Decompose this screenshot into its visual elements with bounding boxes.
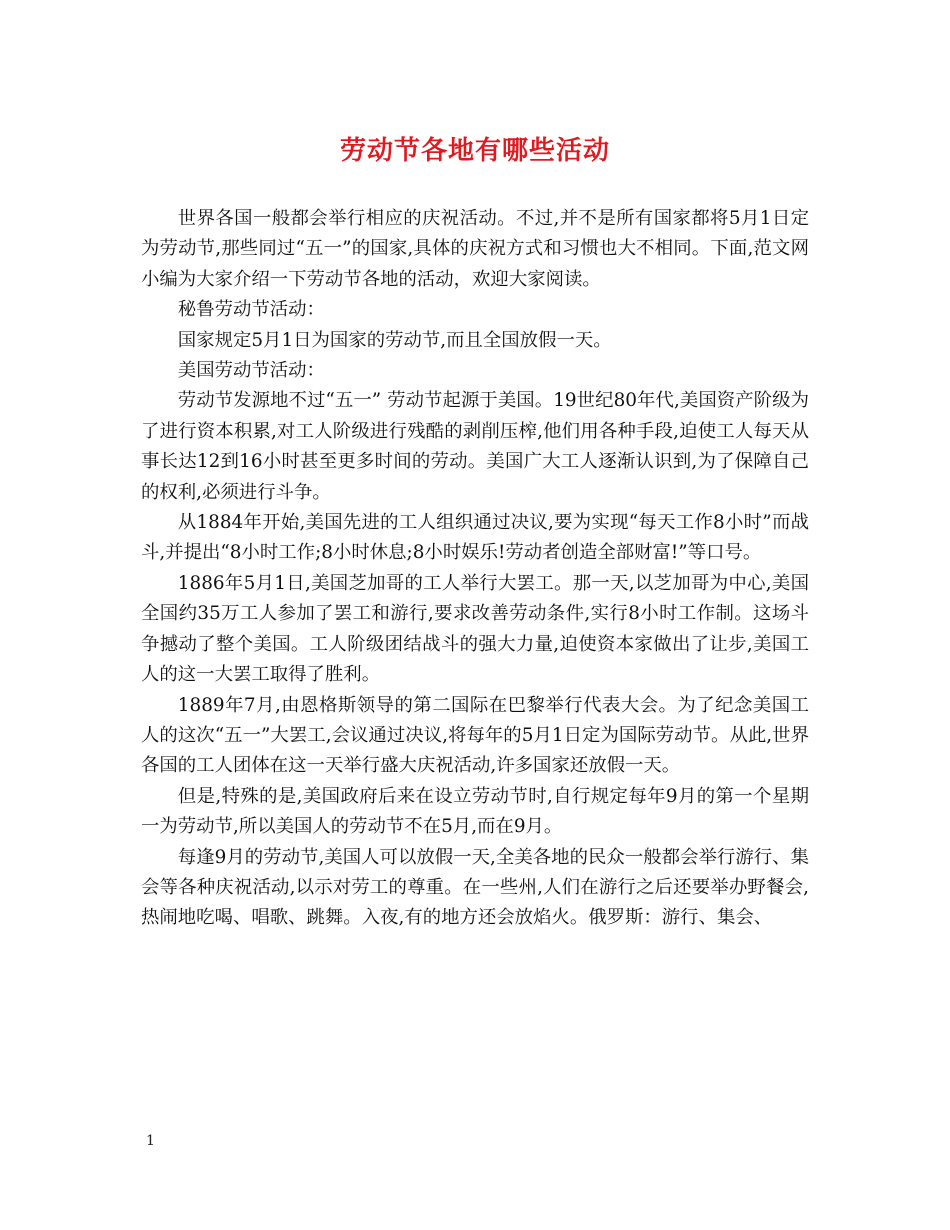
document-title: 劳动节各地有哪些活动 [339,136,610,166]
page-number: 1 [146,1133,155,1149]
paragraph: 但是,特殊的是,美国政府后来在设立劳动节时,自行规定每年9月的第一个星期一为劳动节,所以美国人的劳动节不在5月,而在9月。 [141,785,809,838]
document-body [141,204,809,934]
paragraph: 每逢9月的劳动节,美国人可以放假一天,全美各地的民众一般都会举行游行、集会等各种庆祝活动,以示对劳工的尊重。在一些州,人们在游行之后还要举办野餐会,热闹地吃喝、唱歌、跳舞。入夜,有的地方还会放焰火。俄罗斯：游行、集会、 [141,846,809,929]
paragraph: 美国劳动节活动： [177,360,325,382]
paragraph: 世界各国一般都会举行相应的庆祝活动。不过,并不是所有国家都将5月1日定为劳动节,那些同过“五一”的国家,具体的庆祝方式和习惯也大不相同。下面,范文网小编为大家介绍一下劳动节各地的活动，欢迎大家阅读。 [141,208,809,290]
paragraph: 劳动节发源地不过“五一” 劳动节起源于美国。19世纪80年代,美国资产阶级为了进行资本积累,对工人阶级进行残酷的剥削压榨,他们用各种手段,迫使工人每天从事长达12到16小时甚至更多时间的劳动。美国广大工人逐渐认识到,为了保障自己的权利,必须进行斗争。 [141,390,809,503]
paragraph: 1886年5月1日,美国芝加哥的工人举行大罢工。那一天,以芝加哥为中心,美国全国约35万工人参加了罢工和游行,要求改善劳动条件,实行8小时工作制。这场斗争撼动了整个美国。工人阶级团结战斗的强大力量,迫使资本家做出了让步,美国工人的这一大罢工取得了胜利。 [141,572,809,686]
paragraph: 秘鲁劳动节活动： [177,299,325,321]
paragraph: 国家规定5月1日为国家的劳动节,而且全国放假一天。 [177,329,612,351]
paragraph: 从1884年开始,美国先进的工人组织通过决议,要为实现“每天工作8小时”而战斗,并提出“8小时工作;8小时休息;8小时娱乐!劳动者创造全部财富!”等口号。 [141,512,809,564]
paragraph: 1889年7月,由恩格斯领导的第二国际在巴黎举行代表大会。为了纪念美国工人的这次“五一”大罢工,会议通过决议,将每年的5月1日定为国际劳动节。从此,世界各国的工人团体在这一天举行盛大庆祝活动,许多国家还放假一天。 [141,694,809,777]
